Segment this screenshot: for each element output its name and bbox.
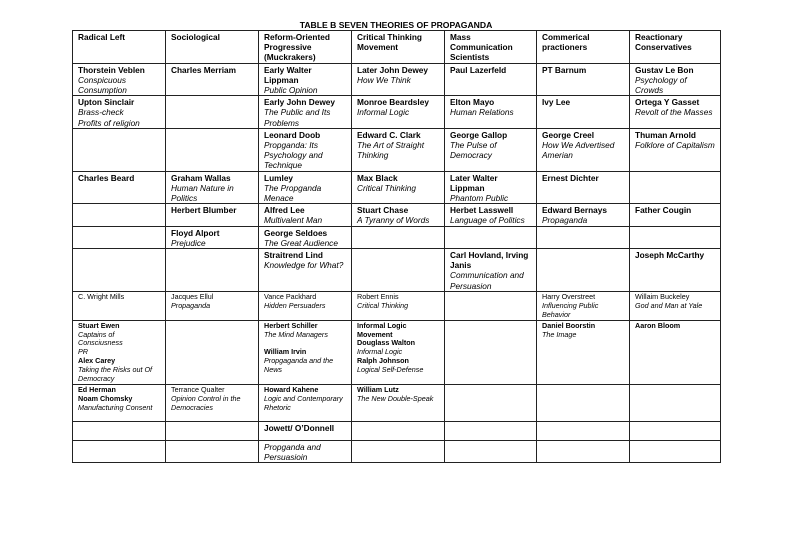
work-title: Multivalent Man bbox=[264, 215, 323, 226]
work-title: Informal Logic bbox=[357, 347, 403, 357]
work-title: Profits of religion bbox=[78, 117, 140, 128]
work-title: Public Opinion bbox=[264, 85, 318, 96]
table-cell bbox=[445, 204, 537, 226]
column-header: Sociological bbox=[171, 32, 220, 42]
table-cell bbox=[352, 171, 445, 204]
author-name: Upton Sinclair bbox=[78, 97, 135, 108]
work-title: Critical Thinking bbox=[357, 300, 409, 310]
author-name: Ed Herman bbox=[78, 384, 116, 394]
work-title: How We Think bbox=[357, 74, 411, 85]
author-name: George Gallop bbox=[450, 129, 508, 140]
table-cell bbox=[445, 421, 537, 440]
author-name: William Irvin bbox=[264, 347, 307, 357]
author-name: Father Cougin bbox=[635, 205, 692, 216]
author-name: Douglass Walton bbox=[357, 338, 416, 348]
work-title: Logic and Contemporary Rhetoric bbox=[264, 393, 343, 412]
table-cell bbox=[630, 171, 721, 204]
table-cell bbox=[73, 320, 166, 384]
table-cell bbox=[537, 96, 630, 129]
table-cell bbox=[445, 440, 537, 462]
work-title: PR bbox=[78, 347, 88, 357]
table-cell bbox=[630, 204, 721, 226]
table-cell bbox=[537, 291, 630, 320]
work-title: Prejudice bbox=[171, 237, 206, 248]
table-cell bbox=[166, 96, 259, 129]
author-name: Willaim Buckeley bbox=[635, 291, 690, 301]
table-cell bbox=[537, 320, 630, 384]
header-cell bbox=[73, 31, 166, 64]
work-title: Manufacturing Consent bbox=[78, 402, 153, 412]
column-header: Radical Left bbox=[78, 32, 126, 42]
table-cell bbox=[630, 320, 721, 384]
table-row bbox=[73, 63, 721, 96]
author-name: Gustav Le Bon bbox=[635, 64, 694, 75]
work-title: The Mind Managers bbox=[264, 329, 328, 339]
table-cell bbox=[445, 320, 537, 384]
work-title: Human Nature in Politics bbox=[171, 182, 234, 204]
header-cell bbox=[166, 31, 259, 64]
table-cell bbox=[166, 249, 259, 292]
table-cell bbox=[166, 171, 259, 204]
author-name: Thuman Arnold bbox=[635, 129, 696, 140]
author-name: Terrance Qualter bbox=[171, 384, 225, 394]
author-name: Robert Ennis bbox=[357, 291, 399, 301]
table-row bbox=[73, 291, 721, 320]
author-name: Paul Lazerfeld bbox=[450, 64, 507, 75]
table-cell bbox=[73, 226, 166, 248]
table-cell bbox=[630, 421, 721, 440]
author-name: Elton Mayo bbox=[450, 97, 495, 108]
work-title: Taking the Risks out Of Democracy bbox=[78, 365, 153, 384]
author-name: Stuart Ewen bbox=[78, 320, 120, 330]
work-title: Influencing Public Behavior bbox=[542, 300, 599, 319]
author-name: Early Walter Lippman bbox=[264, 64, 312, 85]
table-cell bbox=[352, 384, 445, 421]
column-header: Reform-Oriented Progressive (Muckrakers) bbox=[264, 32, 330, 63]
table-cell bbox=[352, 320, 445, 384]
author-name: Early John Dewey bbox=[264, 97, 336, 108]
author-name: William Lutz bbox=[357, 384, 399, 394]
work-title: Captains of Consciusness bbox=[78, 329, 123, 348]
work-title: Phantom Public bbox=[450, 193, 509, 204]
author-name: Jacques Ellul bbox=[171, 291, 214, 301]
work-title: Opinion Control in the Democracies bbox=[171, 393, 241, 412]
author-name: Alfred Lee bbox=[264, 205, 305, 216]
author-name: Monroe Beardsley bbox=[357, 97, 429, 108]
table-row bbox=[73, 128, 721, 171]
work-title: A Tyranny of Words bbox=[357, 215, 430, 226]
header-cell bbox=[445, 31, 537, 64]
table-cell bbox=[73, 171, 166, 204]
work-title: The New Double-Speak bbox=[357, 393, 434, 403]
work-title: Language of Politics bbox=[450, 215, 525, 226]
header-cell bbox=[259, 31, 352, 64]
table-cell bbox=[630, 291, 721, 320]
table-cell bbox=[352, 128, 445, 171]
work-title: Revolt of the Masses bbox=[635, 107, 713, 118]
table-cell bbox=[630, 226, 721, 248]
work-title: The Pulse of Democracy bbox=[450, 140, 497, 161]
author-name: Charles Merriam bbox=[171, 64, 237, 75]
table-row bbox=[73, 204, 721, 226]
author-name: Lumley bbox=[264, 172, 294, 183]
table-cell bbox=[259, 96, 352, 129]
work-title: Brass-check bbox=[78, 107, 124, 118]
author-name: Aaron Bloom bbox=[635, 320, 681, 330]
work-title: Logical Self-Defense bbox=[357, 365, 424, 375]
table-cell bbox=[259, 63, 352, 96]
table-cell bbox=[537, 63, 630, 96]
table-cell bbox=[537, 128, 630, 171]
author-name: Carl Hovland, Irving Janis bbox=[450, 250, 529, 271]
author-name: Alex Carey bbox=[78, 356, 116, 366]
author-name: Stuart Chase bbox=[357, 205, 409, 216]
column-header: Critical Thinking Movement bbox=[357, 32, 422, 53]
table-row bbox=[73, 171, 721, 204]
table-cell bbox=[445, 96, 537, 129]
table-row bbox=[73, 421, 721, 440]
table-cell bbox=[537, 440, 630, 462]
table-cell bbox=[537, 421, 630, 440]
header-cell bbox=[537, 31, 630, 64]
work-title: Psychology of Crowds bbox=[635, 74, 687, 96]
author-name: Straitrend Lind bbox=[264, 250, 324, 261]
table-cell bbox=[73, 96, 166, 129]
table-cell bbox=[73, 384, 166, 421]
author-name: Informal Logic Movement bbox=[357, 320, 407, 339]
table-cell bbox=[352, 440, 445, 462]
table-row bbox=[73, 96, 721, 129]
header-row bbox=[73, 31, 721, 64]
table-cell bbox=[73, 440, 166, 462]
work-title: How We Advertised Amerian bbox=[542, 140, 615, 161]
author-name: Edward C. Clark bbox=[357, 129, 421, 140]
author-name: Charles Beard bbox=[78, 172, 135, 183]
work-title: Human Relations bbox=[450, 107, 514, 118]
table-cell bbox=[259, 171, 352, 204]
header-cell bbox=[352, 31, 445, 64]
author-name: Herbert Schiller bbox=[264, 320, 318, 330]
table-row bbox=[73, 440, 721, 462]
work-title: The Art of Straight Thinking bbox=[357, 140, 425, 161]
author-name: George Creel bbox=[542, 129, 595, 140]
table-cell bbox=[259, 128, 352, 171]
table-cell bbox=[259, 226, 352, 248]
author-name: Daniel Boorstin bbox=[542, 320, 596, 330]
table-cell bbox=[259, 421, 352, 440]
table-cell bbox=[445, 63, 537, 96]
table-cell bbox=[73, 291, 166, 320]
table-cell bbox=[630, 440, 721, 462]
table-cell bbox=[166, 204, 259, 226]
table-row bbox=[73, 226, 721, 248]
table-row bbox=[73, 384, 721, 421]
table-cell bbox=[352, 421, 445, 440]
author-name: C. Wright Mills bbox=[78, 291, 125, 301]
table-cell bbox=[259, 204, 352, 226]
table-row bbox=[73, 320, 721, 384]
table-cell bbox=[166, 421, 259, 440]
author-name: Herbert Blumber bbox=[171, 205, 237, 216]
work-title: Informal Logic bbox=[357, 107, 410, 118]
table-cell bbox=[166, 384, 259, 421]
author-name: Graham Wallas bbox=[171, 172, 231, 183]
table-cell bbox=[630, 384, 721, 421]
table-cell bbox=[630, 249, 721, 292]
author-name: Joseph McCarthy bbox=[635, 250, 705, 261]
table-cell bbox=[352, 226, 445, 248]
table-cell bbox=[352, 63, 445, 96]
table-title: TABLE B SEVEN THEORIES OF PROPAGANDA bbox=[299, 20, 493, 30]
propaganda-theories-table bbox=[72, 30, 721, 463]
author-name: Herbet Lasswell bbox=[450, 205, 514, 216]
table-cell bbox=[166, 440, 259, 462]
author-name: George Seldoes bbox=[264, 227, 328, 238]
table-cell bbox=[166, 128, 259, 171]
header-cell bbox=[630, 31, 721, 64]
table-cell bbox=[259, 291, 352, 320]
work-title: Propaganda bbox=[542, 215, 588, 226]
table-cell bbox=[352, 249, 445, 292]
table-cell bbox=[73, 421, 166, 440]
author-name: Later John Dewey bbox=[357, 64, 429, 75]
author-name: Ralph Johnson bbox=[357, 356, 409, 366]
table-cell bbox=[352, 291, 445, 320]
table-cell bbox=[259, 440, 352, 462]
work-title: Propaganda bbox=[171, 300, 211, 310]
table-row bbox=[73, 249, 721, 292]
table-cell bbox=[166, 63, 259, 96]
column-header: Reactionary Conservatives bbox=[635, 32, 692, 53]
work-title: Knowledge for What? bbox=[264, 260, 344, 271]
work-title: The Propganda Menace bbox=[264, 182, 322, 204]
author-name: Max Black bbox=[357, 172, 398, 183]
table-cell bbox=[352, 96, 445, 129]
work-title: Propganda: Its Psychology and Technique bbox=[264, 140, 323, 171]
author-name: Leonard Doob bbox=[264, 129, 321, 140]
work-title: Propganda and Persuasioin bbox=[264, 441, 321, 463]
table-cell bbox=[537, 226, 630, 248]
table-cell bbox=[445, 226, 537, 248]
work-title: Propgaganda and the News bbox=[264, 356, 334, 375]
author-name: Vance Packhard bbox=[264, 291, 317, 301]
table-cell bbox=[537, 249, 630, 292]
work-title: The Great Audience bbox=[264, 237, 338, 248]
author-name: Ortega Y Gasset bbox=[635, 97, 700, 108]
table-cell bbox=[259, 384, 352, 421]
table-cell bbox=[73, 128, 166, 171]
author-name: Howard Kahene bbox=[264, 384, 319, 394]
author-name: Thorstein Veblen bbox=[78, 64, 145, 75]
table-cell bbox=[445, 291, 537, 320]
table-cell bbox=[73, 204, 166, 226]
table-cell bbox=[73, 63, 166, 96]
table-cell bbox=[445, 171, 537, 204]
author-name: PT Barnum bbox=[542, 64, 587, 75]
table-cell bbox=[259, 249, 352, 292]
table-cell bbox=[73, 249, 166, 292]
table-cell bbox=[630, 128, 721, 171]
column-header: Commerical practioners bbox=[542, 32, 590, 53]
table-cell bbox=[352, 204, 445, 226]
author-name: Noam Chomsky bbox=[78, 393, 133, 403]
work-title: Critical Thinking bbox=[357, 182, 417, 193]
table-cell bbox=[259, 320, 352, 384]
table-cell bbox=[445, 249, 537, 292]
column-header: Mass Communication Scientists bbox=[450, 32, 513, 63]
author-name: Jowett/ O’Donnell bbox=[264, 422, 335, 433]
table-cell bbox=[537, 204, 630, 226]
work-title: The Public and Its Problems bbox=[264, 107, 331, 128]
author-name: Floyd Alport bbox=[171, 227, 220, 238]
table-cell bbox=[166, 226, 259, 248]
work-title: The Image bbox=[542, 329, 577, 339]
table-cell bbox=[630, 63, 721, 96]
author-name: Ernest Dichter bbox=[542, 172, 599, 183]
table-cell bbox=[445, 128, 537, 171]
author-name: Later Walter Lippman bbox=[450, 172, 498, 193]
table-cell bbox=[630, 96, 721, 129]
author-name: Harry Overstreet bbox=[542, 291, 596, 301]
table-cell bbox=[445, 384, 537, 421]
work-title: Hidden Persuaders bbox=[264, 300, 326, 310]
table-cell bbox=[166, 291, 259, 320]
work-title: Conspicuous Consumption bbox=[78, 74, 127, 96]
work-title: Communication and Persuasion bbox=[450, 270, 524, 291]
work-title: Folklore of Capitalism bbox=[635, 140, 715, 151]
author-name: Ivy Lee bbox=[542, 97, 571, 108]
table-cell bbox=[166, 320, 259, 384]
table-cell bbox=[537, 171, 630, 204]
table-cell bbox=[537, 384, 630, 421]
author-name: Edward Bernays bbox=[542, 205, 608, 216]
work-title: God and Man at Yale bbox=[635, 300, 703, 310]
